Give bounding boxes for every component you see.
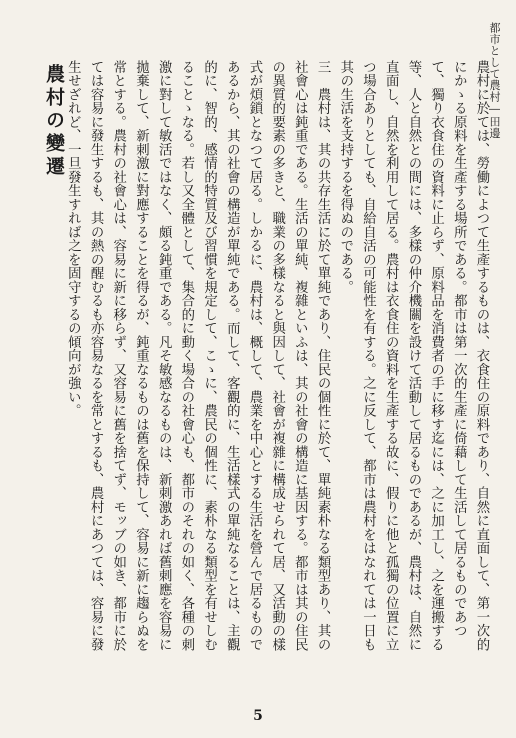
section-title: 農村の變遷	[43, 64, 65, 179]
body-text	[65, 60, 492, 660]
running-head: 都市として農村―田邊	[488, 22, 501, 139]
paragraph: 農村に於ては、勞働によつて生產するものは、衣食住の原料であり、自然に直面して、第一次的にかゝる原料を生產する場所である。都市は第一次的生產に倚藉して生活して居るものであつて、獨り衣食住の資料に止らず、原料品を消費者の手に移す迄には、之に加工し、之を運搬する等、人と自然との間には、多樣の仲介機關を設けて活動して居るものであるが、農村は、自然に直面し、自然を利用して居る。農村は衣食住の資料を生產する故に、假りに他と孤獨の位置に立つ場合ありとしても、自給自活の可能性を有する。之に反して、都市は農村をはなれては一日も其の生活を支持するを得ぬのである。	[337, 60, 489, 652]
paragraph: 三 農村は、其の共存生活に於て單純であり、住民の個性に於て、單純素朴なる類型あり、其の社會心は鈍重である。生活の單純、複雜といふは、其の社會の構造に基因する。都市は其の住民の異質的要素の多きと、職業の多樣なると與因して、社會が複雜に構成せられて居、又活動の樣式が煩鎖となつて居る。しかるに、農村は、概して、農業を中心とする生活を營んで居るものであるから、其の社會の構造が單純である。而して、客觀的に、生活樣式の單純なることは、主觀的に、智的、感情的特質及び習慣を規定して、こゝに、農民の個性に、素朴なる類型を有せしむることゝなる。若し又全體として、集合的に動く場合の社會心も、都市のそれの如く、各種の刺激に對して敏活ではなく、頗る鈍重である。凡そ敏感なるものは、新刺激あれば舊刺應を容易に拋棄して、新刺激に對應することを得るが、鈍重なるものは舊を保持して、容易に新に趨らぬを常とする。農村の社會心は、容易に新に移らず、又容易に舊を捨てず、モッブの如き、都市に於ては容易に發生するも、其の熱の醒むるも亦容易なるを常とするも、農村にあつては、容易に發生せざれど、一旦發生すれば之を固守するの傾向が強い。	[65, 60, 331, 652]
page-number: 5	[253, 708, 263, 724]
